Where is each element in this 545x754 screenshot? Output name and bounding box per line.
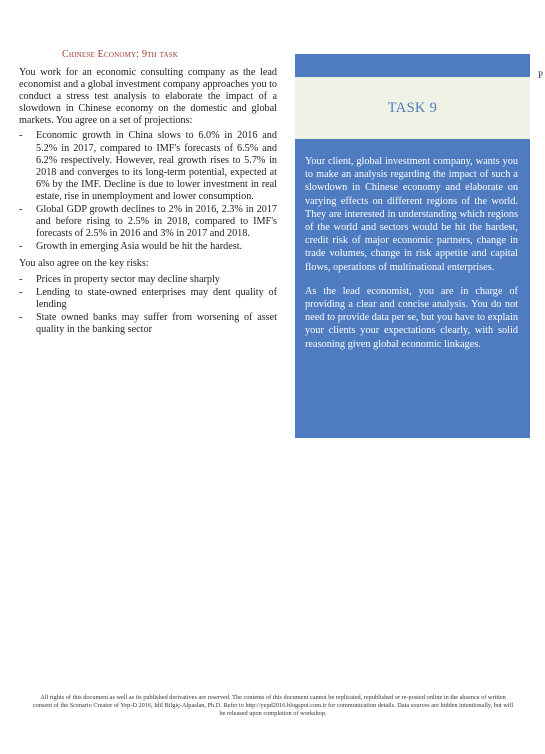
projections-list [19,130,277,253]
bullet-dash: - [19,130,23,142]
bullet-dash: - [19,204,23,216]
list-item [19,204,277,240]
risks-list [19,274,277,336]
bullet-dash: - [19,241,23,253]
list-item [19,241,277,253]
scenario-column [19,67,277,341]
copyright-footer: All rights of this document as well as its published derivatives are reserved. The contents of this document cannot be replicated, republished or re-posted online in the absence of written consent of the Scenario Creator of Yep-D 2016, Idil Bilgiç-Alpaslan, Ph.D. Refer to http://yepd2016.blogspot.com.tr for communication details. Data sources are hidden intentionally, but will be released upon completion of workshop. [32,694,514,718]
risks-intro: You also agree on the key risks: [19,258,149,270]
list-item [19,312,277,336]
projection-text: Global GDP growth declines to 2% in 2016, 2.3% in 2017 and before rising to 2.5% in 2018, compared to IMF's forecasts of 2.5% in 2016 and 3% in 2017 and 2018. [36,204,277,240]
bullet-dash: - [19,273,23,285]
task-paragraph-2: As the lead economist, you are in charge of providing a clear and concise analysis. You do not need to provide data per se, but you have to explain your clients your expectations clearly, with solid reasoning given global economic linkages. [305,285,518,350]
projection-text: Growth in emerging Asia would be hit the hardest. [36,241,243,253]
bullet-dash: - [19,311,23,323]
list-item [19,274,277,286]
page-edge-letter: P [538,70,544,80]
page-title: Chinese Economy: 9th task [62,49,179,60]
list-item [19,287,277,311]
risk-text: Prices in property sector may decline sharply [36,273,220,285]
intro-paragraph: You work for an economic consulting company as the lead economist and a global investment company approaches you to conduct a stress test analysis to elaborate the impact of a slowdown in Chinese economy on the domestic and global markets. You agree on a set of projections: [19,67,278,127]
task-box [295,77,530,139]
list-item [19,130,277,203]
risk-text: Lending to state-owned enterprises may dent quality of lending [36,286,277,310]
bullet-dash: - [19,286,23,298]
task-label: TASK 9 [387,99,438,116]
task-paragraph-1: Your client, global investment company, wants you to make an analysis regarding the impact of such a slowdown in Chinese economy and elaborate on varying effects on different regions of the world. They are interested in understanding which regions of the world and sectors would be hit the hardest, credit risk of major economic partners, change in trade volumes, change in risk appetite and capital flows, operations of multinational enterprises. [305,156,518,273]
task-description-panel [295,139,530,438]
task-header-bar [295,54,530,77]
risk-text: State owned banks may suffer from worsening of asset quality in the banking sector [36,311,277,335]
projection-text: Economic growth in China slows to 6.0% in 2016 and 5.2% in 2017, compared to IMF's forecasts of 6.5% and 6.2% respectively. However, real growth rises to 5.7% in 2018 and converges to its long-term potential, expected at 6% by the IMF. Decline is due to lower investment in real estate, rise in unemployment and lower consumption. [36,130,277,202]
